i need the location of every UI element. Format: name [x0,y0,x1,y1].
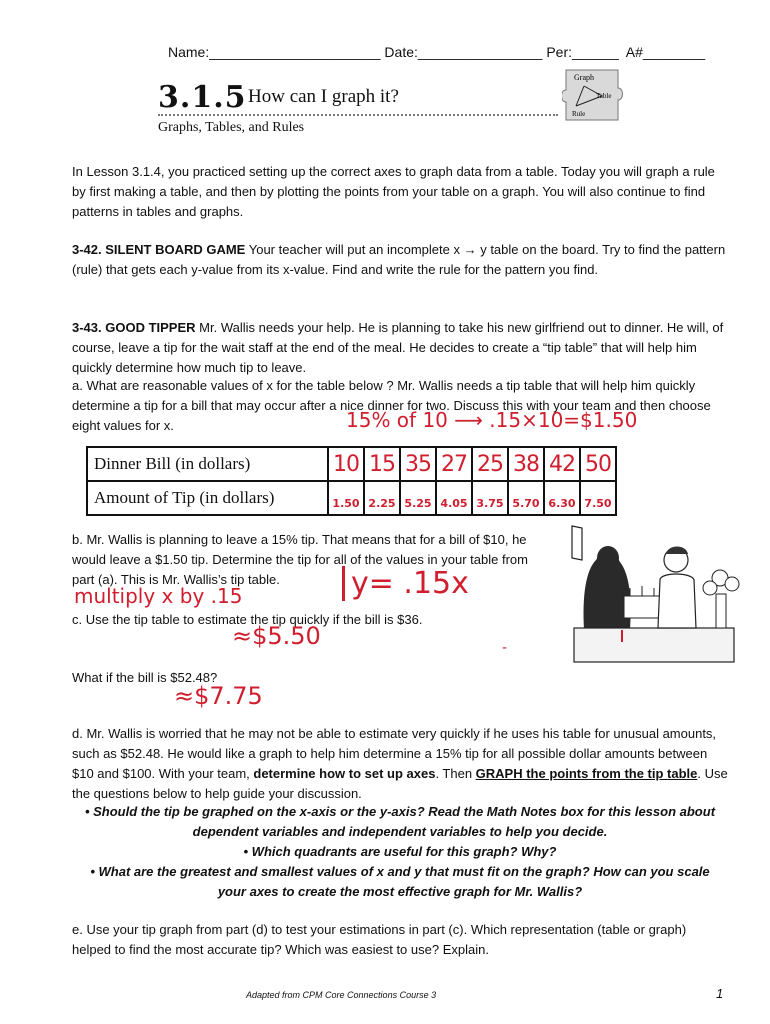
problem-3-43 [72,318,728,378]
bill-value: 38 [513,451,539,477]
problem-3-42-label: 3-42. SILENT BOARD GAME [72,242,246,257]
part-d-bold-underlined: GRAPH the points from the tip table [475,766,698,781]
row-label-tip: Amount of Tip (in dollars) [87,481,328,515]
lesson-subtitle: Graphs, Tables, and Rules [158,120,305,135]
handwritten-rule-equation: y= .15x [342,566,469,601]
puzzle-rule-label: Rule [572,110,586,118]
name-date-header: Name:______________________ Date:________________ Per:______ A#________ [168,44,706,60]
graph-table-rule-puzzle-icon [562,66,624,124]
guide-question-1: • Should the tip be graphed on the x-axis or the y-axis? Read the Math Notes box for this lesson about dependent variables and independent variables to help you decide. [84,804,716,839]
problem-3-42 [72,240,728,280]
dinner-cartoon-illustration [560,520,750,665]
row-label-bill: Dinner Bill (in dollars) [87,447,328,481]
part-d-bold: determine how to set up axes [253,766,436,781]
table-row-tip [87,481,616,515]
handwritten-rule-words: multiply x by .15 [74,584,243,608]
guide-question-2: • Which quadrants are useful for this graph? Why? [243,844,557,859]
part-b: b. Mr. Wallis is planning to leave a 15% tip. That means that for a bill of $10, he would leave a $1.50 tip. Determine the tip for all of the values in your table from part (a). This is Mr. Wallis’s tip table. [72,532,528,587]
bill-value: 25 [477,451,503,477]
part-a: a. What are reasonable values of x for the table below ? Mr. Wallis needs a tip table that will help him quickly determine a tip for a bill that may occur after a nice dinner for two. Discuss this with your team and then choose eight values for x. [72,378,711,433]
part-d-text-end: . Use the questions below to help guide your discussion. [72,766,728,801]
part-d-text-mid: . Then [435,766,476,781]
handwritten-estimate-36: ≈$5.50 [232,622,321,650]
problem-3-42-text: Your teacher will put an incomplete x → y table on the board. Try to find the pattern (rule) that gets each y-value from its x-value. Find and write the rule for the pattern you find. [72,242,726,277]
footer-credit: Adapted from CPM Core Connections Course 3 [246,990,437,1000]
puzzle-table-label: Table [596,92,612,100]
tip-value: 4.05 [440,496,468,510]
table-row-bill [87,447,616,481]
bill-value: 35 [405,451,431,477]
tip-value: 1.50 [332,496,360,510]
tip-value: 7.50 [584,496,612,510]
bill-value: 50 [585,451,611,477]
bill-value: 15 [369,451,395,477]
part-c-followup: What if the bill is $52.48? [72,670,218,685]
tip-value: 2.25 [368,496,396,510]
bill-value: 42 [549,451,575,477]
handwritten-estimate-52: ≈$7.75 [174,682,263,710]
puzzle-graph-label: Graph [574,73,594,82]
bill-value: 27 [441,451,467,477]
handwritten-dash-mark: - [502,640,508,656]
tip-table [86,446,617,516]
part-c: c. Use the tip table to estimate the tip quickly if the bill is $36. [72,612,423,627]
tip-value: 5.70 [512,496,540,510]
problem-3-43-label: 3-43. GOOD TIPPER [72,320,196,335]
page-number: 1 [716,986,724,1001]
part-e: e. Use your tip graph from part (d) to test your estimations in part (c). Which representation (table or graph) helped to find the most accurate tip? Which was easiest to use? Explain. [72,922,687,957]
bill-value: 10 [333,451,359,477]
dotted-divider [158,114,558,116]
tip-value: 6.30 [548,496,576,510]
lesson-title: How can I graph it? [248,86,399,107]
tip-value: 5.25 [404,496,432,510]
problem-3-43-text: Mr. Wallis needs your help. He is planning to take his new girlfriend out to dinner. He will, of course, leave a tip for the wait staff at the end of the meal. He decides to create a “tip table” that will help him quickly determine how much tip to leave. [72,320,724,375]
part-d [72,724,728,804]
guide-question-3: • What are the greatest and smallest values of x and y that must fit on the graph? How can you scale your axes to create the most effective graph for Mr. Wallis? [90,864,710,899]
tip-value: 3.75 [476,496,504,510]
part-d-text-start: d. Mr. Wallis is worried that he may not be able to estimate very quickly if he uses his table for unusual amounts, such as $52.48. He would like a graph to help him determine a 15% tip for all possible dollar amounts between $10 and $100. With your team, [72,726,717,781]
lesson-number: 3.1.5 [158,80,247,115]
handwritten-work: 15% of 10 ⟶ .15×10=$1.50 [346,408,638,432]
intro-paragraph: In Lesson 3.1.4, you practiced setting up the correct axes to graph data from a table. Today you will graph a rule by first making a table, and then by plotting the points from your table on a graph. You will also continue to find patterns in tables and graphs. [72,164,715,219]
